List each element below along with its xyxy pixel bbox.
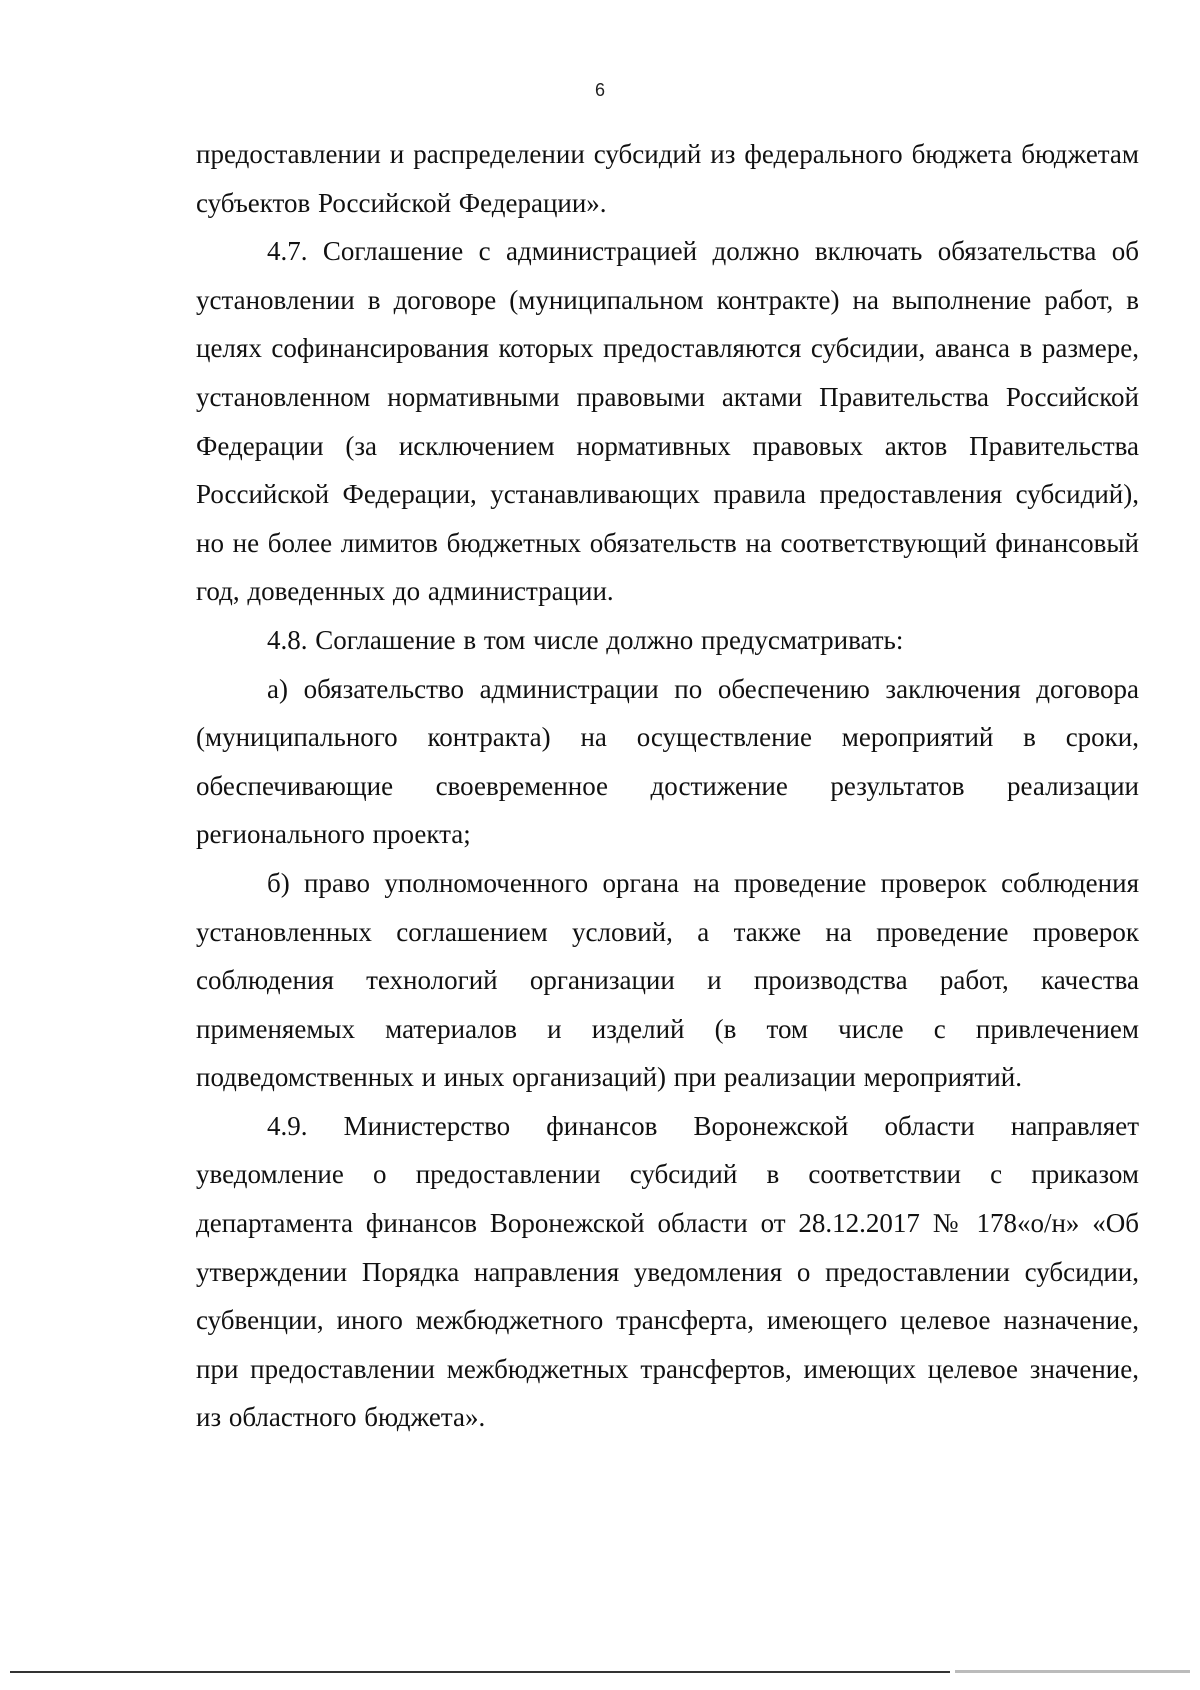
page-number: 6 — [594, 80, 605, 100]
paragraph-clause-4-9: 4.9. Министерство финансов Воронежской области направляет уведомление о предоставлении субсидий в соответствии с приказом департамента финансов Воронежской области от 28.12.2017 № 178«о/н» «Об утверждении Порядка направления уведомления о предоставлении субсидии, субвенции, иного межбюджетного трансферта, имеющего целевое назначение, при предоставлении межбюджетных трансфертов, имеющих целевое значение, из областного бюджета». — [196, 1110, 1139, 1433]
scan-edge-line-faint — [955, 1670, 1190, 1673]
paragraph-clause-4-8-b: б) право уполномоченного органа на проведение проверок соблюдения установленных соглашением условий, а также на проведение проверок соблюдения технологий организации и производства работ, качества применяемых материалов и изделий (в том числе с привлечением подведомственных и иных организаций) при реализации мероприятий. — [196, 867, 1139, 1093]
paragraph-clause-4-7: 4.7. Соглашение с администрацией должно включать обязательства об установлении в договоре (муниципальном контракте) на выполнение работ, в целях софинансирования которых предоставляются субсидии, аванса в размере, установленном нормативными правовыми актами Правительства Российской Федерации (за исключением нормативных правовых актов Правительства Российской Федерации, устанавливающих правила предоставления субсидий), но не более лимитов бюджетных обязательств на соответствующий финансовый год, доведенных до администрации. — [196, 236, 1139, 607]
paragraph-continuation: предоставлении и распределении субсидий из федерального бюджета бюджетам субъектов Российской Федерации». — [196, 139, 1139, 218]
paragraph-clause-4-8: 4.8. Соглашение в том числе должно предусматривать: — [267, 624, 904, 655]
scan-edge-line — [10, 1671, 950, 1673]
body-text — [196, 130, 1139, 1442]
paragraph-clause-4-8-a: а) обязательство администрации по обеспечению заключения договора (муниципального контракта) на осуществление мероприятий в сроки, обеспечивающие своевременное достижение результатов реализации регионального проекта; — [196, 673, 1139, 850]
